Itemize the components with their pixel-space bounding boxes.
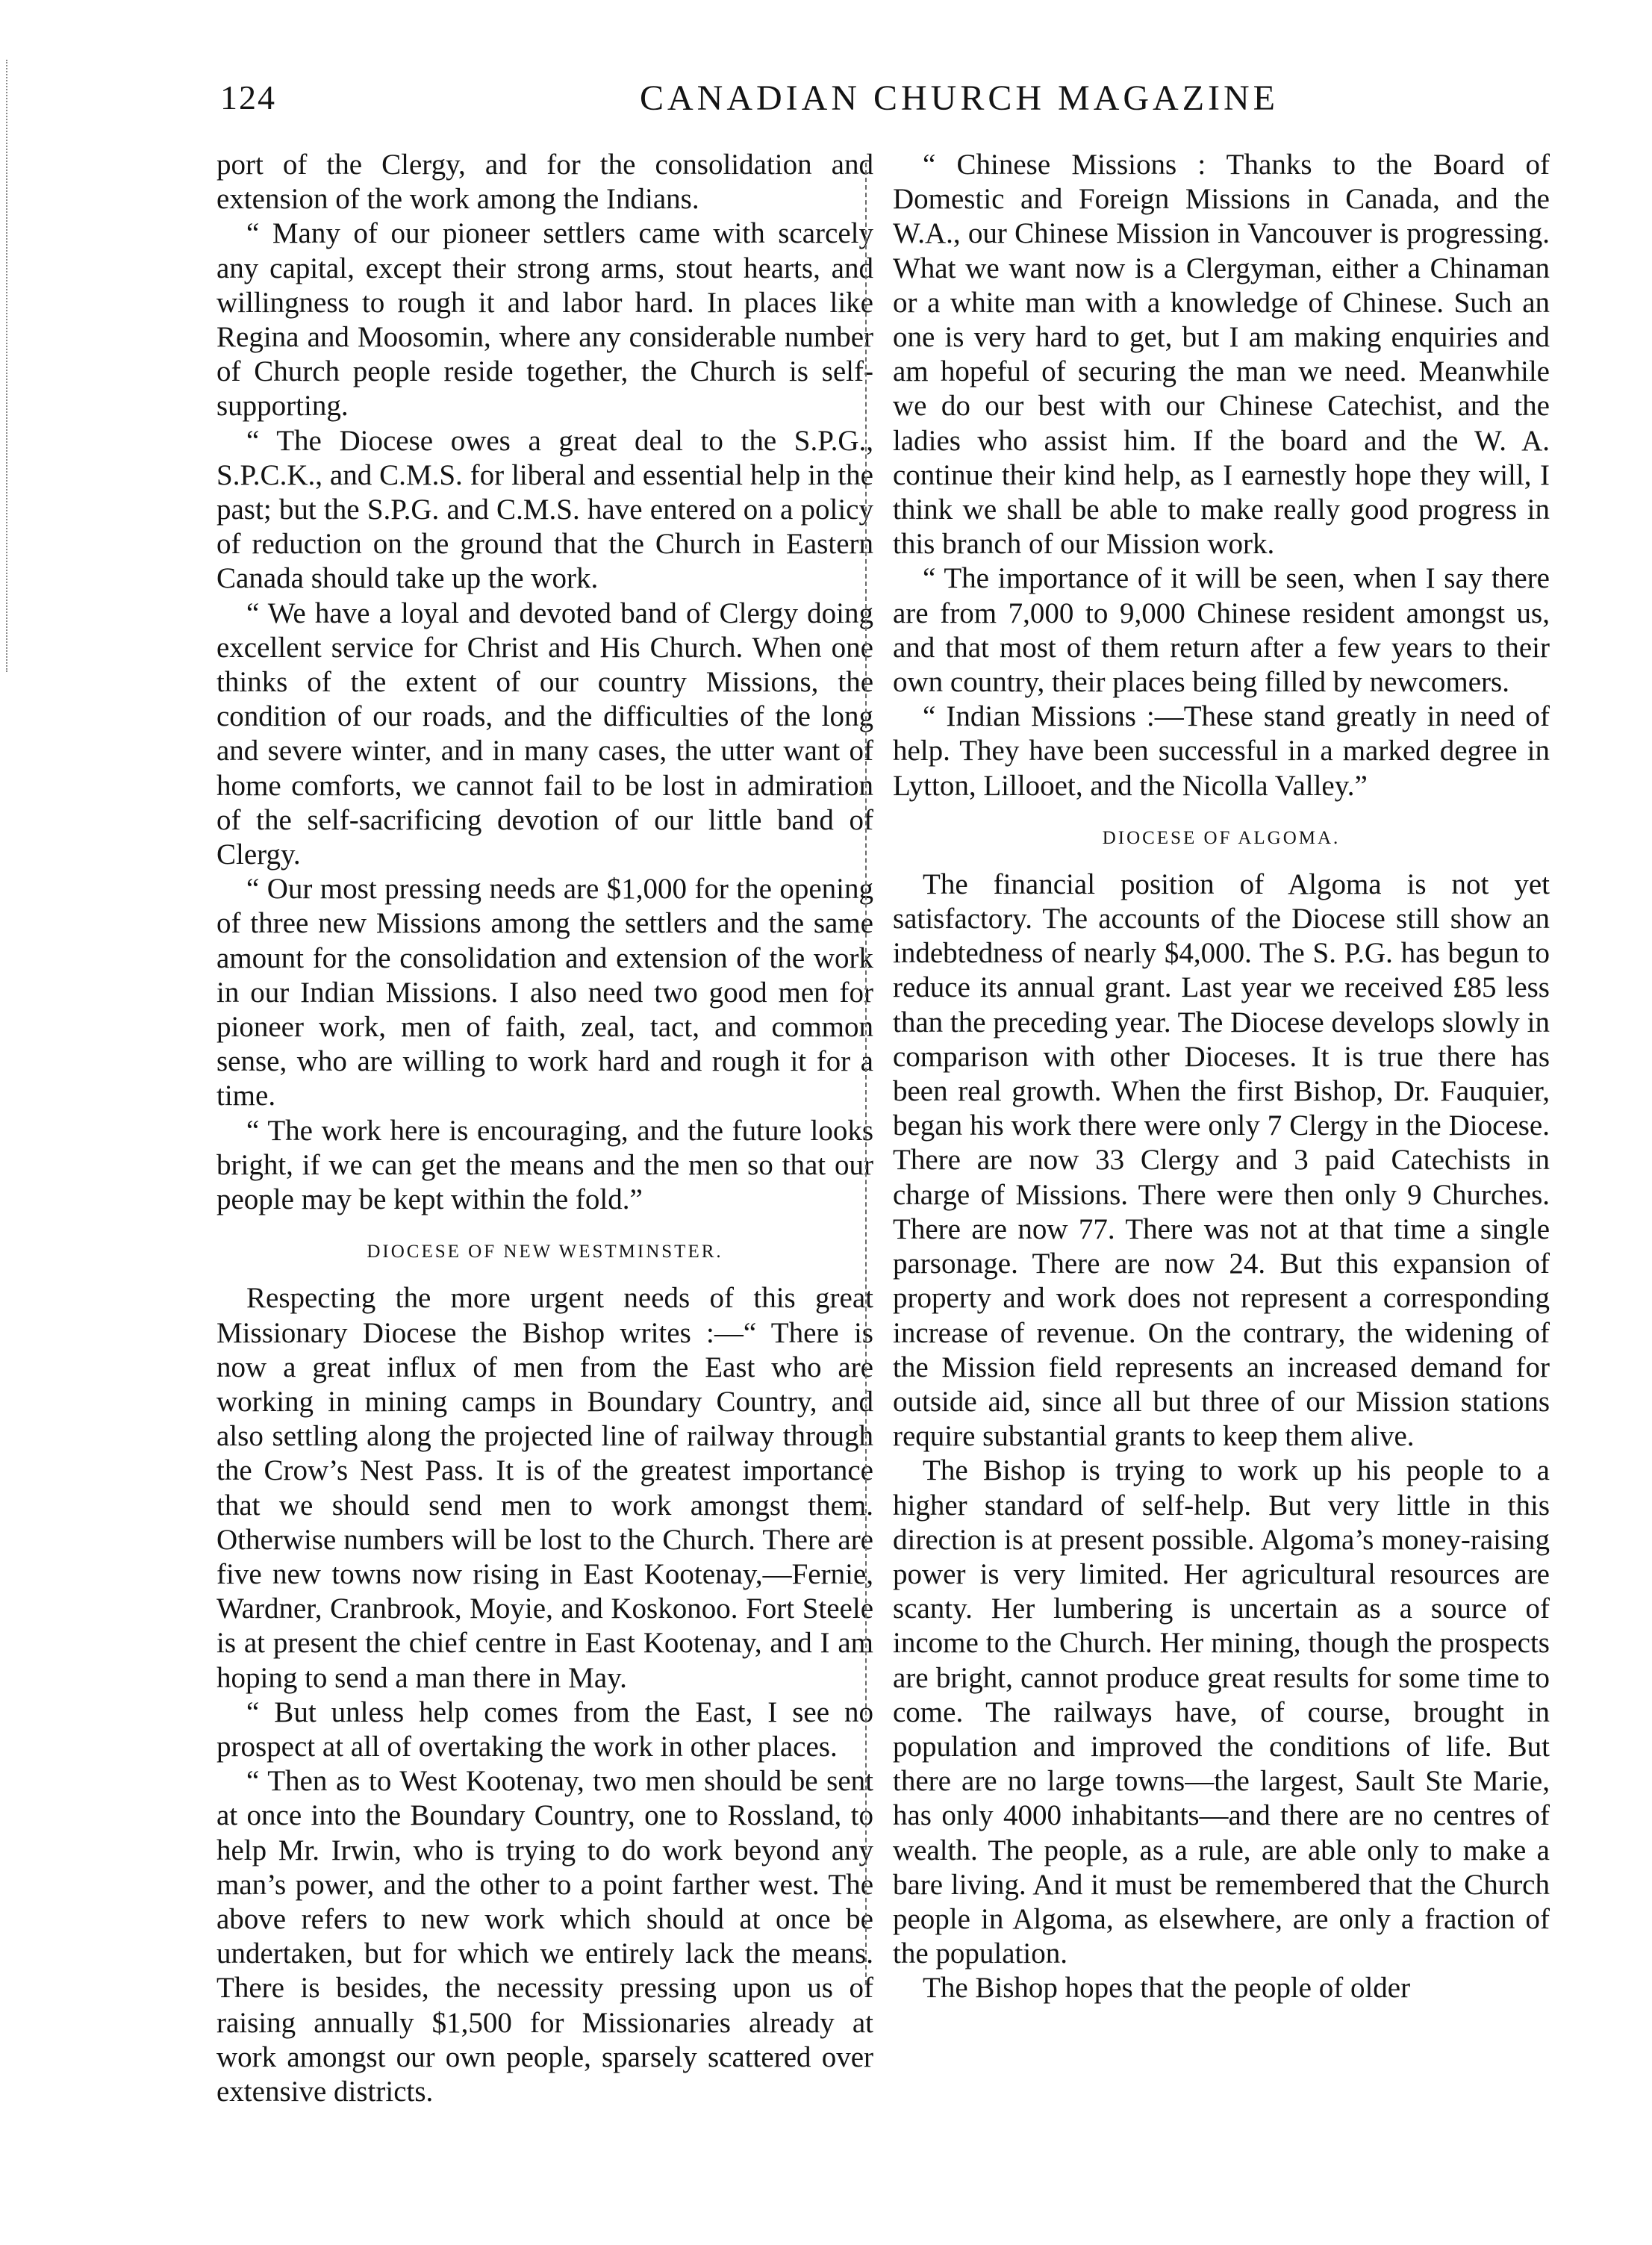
paragraph: Respecting the more urgent needs of this great Missionary Diocese the Bishop writes :—“ There is now a great influx of men from the East who are working in mining camps in Boundary Country, and also settling along the projected line of railway through the Crow’s Nest Pass. It is of the greatest importance that we should send men to work amongst them. Otherwise numbers will be lost to the Church. There are five new towns now rising in East Kootenay,—Fernie, Wardner, Cranbrook, Moyie, and Koskonoo. Fort Steele is at present the chief centre in East Kootenay, and I am hoping to send a man there in May. [216,1282,873,1694]
paragraph: “ But unless help comes from the East, I see no prospect at all of overtaking the work in other places. [216,1696,873,1763]
margin-ticks [6,60,12,672]
paragraph: “ We have a loyal and devoted band of Clergy doing excellent service for Christ and His Church. When one thinks of the extent of our country Missions, the condition of our roads, and the difficulties of the long and severe winter, and in many cases, the utter want of home comforts, we cannot fail to be lost in admiration of the self-sacrificing devotion of our little band of Clergy. [216,597,873,871]
running-title: CANADIAN CHURCH MAGAZINE [640,78,1279,118]
section-heading-algoma: DIOCESE OF ALGOMA. [1102,827,1341,848]
section-heading-new-westminster: DIOCESE OF NEW WESTMINSTER. [367,1242,723,1262]
paragraph: “ Indian Missions :—These stand greatly in need of help. They have been successful in a marked degree in Lytton, Lillooet, and the Nicolla Valley.” [893,700,1550,802]
paragraph: “ Our most pressing needs are $1,000 for the opening of three new Missions among the settlers and the same amount for the consolidation and extension of the work in our Indian Missions. I also need two good men for pioneer work, men of faith, zeal, tact, and common sense, who are willing to work hard and rough it for a time. [216,873,873,1112]
page-number: 124 [220,78,276,116]
left-column [216,148,873,2109]
paragraph: “ Many of our pioneer settlers came with scarcely any capital, except their strong arms, stout hearts, and willingness to rough it and labor hard. In places like Regina and Moosomin, where any considerable number of Church people reside together, the Church is self-supporting. [216,217,873,423]
right-column [893,148,1550,2006]
paragraph: The Bishop is trying to work up his people to a higher standard of self-help. But very little in this direction is at present possible. Algoma’s money-raising power is very limited. Her agricultural resources are scanty. Her lumbering is uncertain as a source of income to the Church. Her mining, though the prospects are bright, cannot produce great results for some time to come. The railways have, of course, brought in population and improved the conditions of life. But there are no large towns—the largest, Sault Ste Marie, has only 4000 inhabitants—and there are no centres of wealth. The people, as a rule, are able only to make a bare living. And it must be remembered that the Church people in Algoma, as elsewhere, are only a fraction of the population. [893,1454,1550,1970]
paragraph: “ Then as to West Kootenay, two men should be sent at once into the Boundary Country, one to Rossland, to help Mr. Irwin, who is trying to do work beyond any man’s power, and the other to a point farther west. The above refers to new work which should at once be undertaken, but for which we entirely lack the means. There is besides, the necessity pressing upon us of raising annually $1,500 for Missionaries already at work amongst our own people, sparsely scattered over extensive districts. [216,1765,873,2108]
paragraph: The financial position of Algoma is not yet satisfactory. The accounts of the Diocese still show an indebtedness of nearly $4,000. The S. P.G. has begun to reduce its annual grant. Last year we received £85 less than the preceding year. The Diocese develops slowly in comparison with other Dioceses. It is true there has been real growth. When the first Bishop, Dr. Fauquier, began his work there were only 7 Clergy in the Diocese. There are now 33 Clergy and 3 paid Catechists in charge of Missions. There were then only 9 Churches. There are now 77. There was not at that time a single parsonage. There are now 24. But this expansion of property and work does not represent a corresponding increase of revenue. On the contrary, the widening of the Mission field represents an increased demand for outside aid, since all but three of our Mission stations require substantial grants to keep them alive. [893,868,1550,1453]
paragraph: “ The Diocese owes a great deal to the S.P.G., S.P.C.K., and C.M.S. for liberal and essential help in the past; but the S.P.G. and C.M.S. have entered on a policy of reduction on the ground that the Church in Eastern Canada should take up the work. [216,424,873,595]
paragraph: “ Chinese Missions : Thanks to the Board of Domestic and Foreign Missions in Canada, and the W.A., our Chinese Mission in Vancouver is progressing. What we want now is a Clergyman, either a Chinaman or a white man with a knowledge of Chinese. Such an one is very hard to get, but I am making enquiries and am hopeful of securing the man we need. Meanwhile we do our best with our Chinese Catechist, and the ladies who assist him. If the board and the W. A. continue their kind help, as I earnestly hope they will, I think we shall be able to make really good progress in this branch of our Mission work. [893,149,1550,561]
paragraph: port of the Clergy, and for the consolidation and extension of the work among the Indians. [216,149,873,216]
paragraph: The Bishop hopes that the people of older [923,1972,1411,2005]
paragraph: “ The work here is encouraging, and the future looks bright, if we can get the means and the men so that our people may be kept within the fold.” [216,1114,873,1216]
column-divider [865,163,867,1984]
paragraph: “ The importance of it will be seen, when I say there are from 7,000 to 9,000 Chinese resident amongst us, and that most of them return after a few years to their own country, their places being filled by newcomers. [893,562,1550,699]
